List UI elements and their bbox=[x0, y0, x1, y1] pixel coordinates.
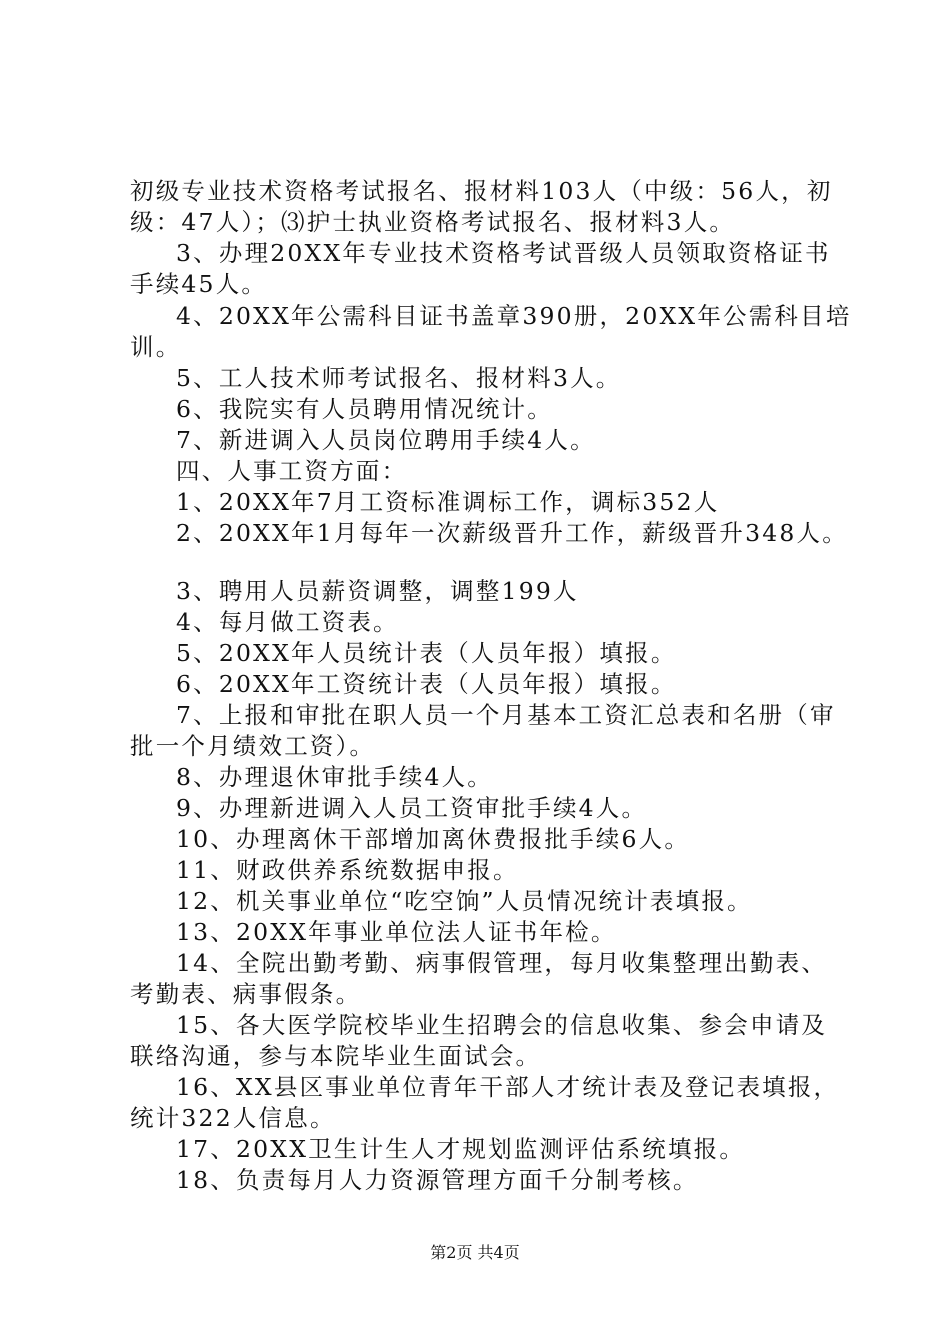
text-line: 8、办理退休审批手续4人。 bbox=[176, 763, 494, 791]
text-line: 15、各大医学院校毕业生招聘会的信息收集、参会申请及 bbox=[176, 1011, 828, 1039]
text-line: 16、XX县区事业单位青年干部人才统计表及登记表填报， bbox=[176, 1073, 840, 1101]
text-line: 初级专业技术资格考试报名、报材料103人（中级：56人，初 bbox=[130, 177, 833, 205]
text-line: 4、20XX年公需科目证书盖章390册，20XX年公需科目培 bbox=[176, 302, 852, 330]
text-line: 4、每月做工资表。 bbox=[176, 608, 399, 636]
text-line: 13、20XX年事业单位法人证书年检。 bbox=[176, 918, 617, 946]
text-line: 3、聘用人员薪资调整，调整199人 bbox=[176, 577, 579, 605]
text-line: 批一个月绩效工资）。 bbox=[130, 732, 376, 760]
text-line: 14、全院出勤考勤、病事假管理，每月收集整理出勤表、 bbox=[176, 949, 828, 977]
text-line: 7、新进调入人员岗位聘用手续4人。 bbox=[176, 426, 596, 454]
text-line: 9、办理新进调入人员工资审批手续4人。 bbox=[176, 794, 648, 822]
text-line: 6、20XX年工资统计表（人员年报）填报。 bbox=[176, 670, 677, 698]
text-line: 级：47人）；⑶护士执业资格考试报名、报材料3人。 bbox=[130, 208, 736, 236]
text-line: 10、办理离休干部增加离休费报批手续6人。 bbox=[176, 825, 691, 853]
section-heading: 四、人事工资方面： bbox=[176, 457, 408, 485]
text-line: 7、上报和审批在职人员一个月基本工资汇总表和名册（审 bbox=[176, 701, 836, 729]
text-line: 5、20XX年人员统计表（人员年报）填报。 bbox=[176, 639, 677, 667]
text-line: 11、财政供养系统数据申报。 bbox=[176, 856, 519, 884]
text-line: 3、办理20XX年专业技术资格考试晋级人员领取资格证书 bbox=[176, 239, 831, 267]
text-line: 2、20XX年1月每年一次薪级晋升工作，薪级晋升348人。 bbox=[176, 519, 848, 547]
text-line: 统计322人信息。 bbox=[130, 1104, 336, 1132]
text-line: 18、负责每月人力资源管理方面千分制考核。 bbox=[176, 1166, 699, 1194]
text-line: 考勤表、病事假条。 bbox=[130, 980, 362, 1008]
text-line: 6、我院实有人员聘用情况统计。 bbox=[176, 395, 553, 423]
page-number-footer: 第2页 共4页 bbox=[430, 1243, 520, 1262]
text-line: 12、机关事业单位“吃空饷”人员情况统计表填报。 bbox=[176, 887, 753, 915]
text-line: 联络沟通，参与本院毕业生面试会。 bbox=[130, 1042, 542, 1070]
text-line: 训。 bbox=[130, 333, 182, 361]
text-line: 手续45人。 bbox=[130, 270, 268, 298]
text-line: 17、20XX卫生计生人才规划监测评估系统填报。 bbox=[176, 1135, 746, 1163]
text-line: 1、20XX年7月工资标准调标工作，调标352人 bbox=[176, 488, 720, 516]
text-line: 5、工人技术师考试报名、报材料3人。 bbox=[176, 364, 622, 392]
